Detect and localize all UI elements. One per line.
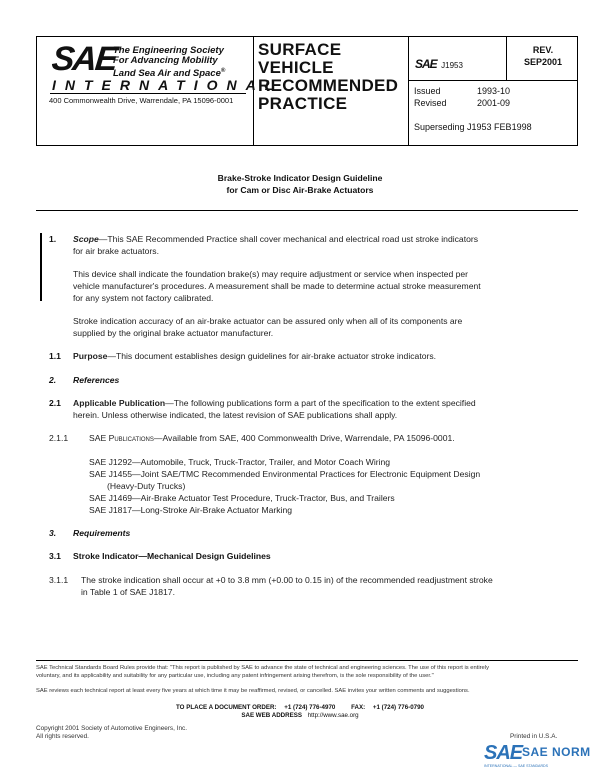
section-2-1-text: —The following publications form a part of the specification to the extent specified — [165, 398, 476, 408]
section-3-1-1-number: 3.1.1 — [49, 575, 69, 585]
section-2-1-1-number: 2.1.1 — [49, 433, 69, 443]
copyright-line-1: Copyright 2001 Society of Automotive Engineers, Inc. — [36, 725, 187, 732]
section-1-1-text: —This document establishes design guidelines for air-brake actuator stroke indicators. — [107, 351, 437, 361]
section-2-1-heading: Applicable Publication — [73, 398, 166, 408]
footer-rules-line-2: voluntary, and its applicability and suitability for any particular use, including any patent infringement arising therefrom, is the sole responsibility of the user." — [36, 673, 434, 679]
doc-type — [258, 41, 398, 113]
para-2-line-3: for any system not factory calibrated. — [73, 293, 214, 303]
sae-address: 400 Commonwealth Drive, Warrendale, PA 15096-0001 — [49, 96, 234, 105]
printed-in: Printed in U.S.A. — [510, 733, 558, 740]
sae-logo: SAE — [50, 40, 118, 78]
stamp-sub: INTERNATIONAL — SAE STANDARDS — [484, 764, 549, 768]
revision-bar — [40, 233, 42, 301]
section-2-heading: References — [73, 375, 120, 385]
issued-label: Issued — [414, 86, 441, 96]
footer-review-line: SAE reviews each technical report at least every five years at which time it may be reaffirmed, revised, or cancelled. SAE invites your written comments and suggestions. — [36, 688, 470, 694]
fax-label: FAX: — [351, 704, 366, 711]
section-3-number: 3. — [49, 528, 57, 538]
reference-2: SAE J1455—Joint SAE/TMC Recommended Environmental Practices for Electronic Equipment Design — [89, 469, 481, 479]
title-rule — [36, 210, 578, 211]
revised-value: 2001-09 — [477, 98, 511, 108]
sae-norm-stamp — [484, 742, 596, 772]
header-divider-2 — [408, 36, 409, 146]
order-phone: +1 (724) 776-4970 — [284, 704, 336, 711]
web-label: SAE WEB ADDRESS — [241, 712, 302, 719]
para-3-line-2: supplied by the original brake actuator manufacturer. — [73, 328, 274, 338]
logo-tagline — [113, 46, 225, 79]
section-1-text: —This SAE Recommended Practice shall cover mechanical and electrical road ust stroke indicators — [98, 234, 479, 244]
section-1-1-purpose — [73, 350, 436, 362]
para-3-line-1: Stroke indication accuracy of an air-brake actuator can be assured only when all of its components are — [73, 316, 463, 326]
header-hline — [408, 80, 578, 81]
section-2-1-1-text: —Available from SAE, 400 Commonwealth Drive, Warrendale, PA 15096-0001. — [153, 433, 455, 443]
issued-value: 1993-10 — [477, 86, 511, 96]
title-line-2: for Cam or Disc Air-Brake Actuators — [226, 185, 374, 195]
logo-rule — [50, 93, 246, 94]
section-3-1-1-line-1: The stroke indication shall occur at +0 to 3.8 mm (+0.00 to 0.15 in) of the recommended readjustment stroke — [81, 575, 493, 585]
section-3-1-number: 3.1 — [49, 551, 61, 561]
section-2-1-text-2: herein. Unless otherwise indicated, the latest revision of SAE publications shall apply. — [73, 410, 398, 420]
section-2-1-1-heading: SAE Publications — [89, 433, 154, 443]
section-1-1-number: 1.1 — [49, 351, 61, 361]
rev-value: SEP2001 — [523, 57, 563, 67]
section-2-1-publications — [73, 397, 476, 409]
std-number — [415, 55, 463, 73]
reference-3: SAE J1469—Air-Brake Actuator Test Procedure, Truck-Tractor, Bus, and Trailers — [89, 493, 395, 503]
doc-type-line-3: RECOMMENDED — [258, 76, 399, 95]
section-3-heading: Requirements — [73, 528, 131, 538]
reference-4: SAE J1817—Long-Stroke Air-Brake Actuator Marking — [89, 505, 293, 515]
doc-type-line-2: VEHICLE — [258, 58, 334, 77]
tagline-line-1: The Engineering Society — [113, 45, 224, 56]
section-1-text-2: for air brake actuators. — [73, 246, 159, 256]
web-line — [0, 712, 600, 720]
order-line — [0, 704, 600, 712]
para-2-line-1: This device shall indicate the foundation brake(s) may require adjustment or service when inspected per — [73, 269, 469, 279]
section-2-1-1-sae — [89, 432, 455, 444]
section-3-1-1-line-2: in Table 1 of SAE J1817. — [81, 587, 175, 597]
section-1-heading: Scope — [73, 234, 99, 244]
para-2-line-2: vehicle manufacturer's procedures. A measurement shall be made to determine actual stroke measurement — [73, 281, 481, 291]
doc-type-line-4: PRACTICE — [258, 94, 348, 113]
superseding: Superseding J1953 FEB1998 — [414, 122, 532, 132]
title-line-1: Brake-Stroke Indicator Design Guideline — [217, 173, 383, 183]
section-1-scope — [73, 233, 573, 245]
rev-label: REV. — [532, 45, 554, 55]
header-divider-3 — [506, 36, 507, 80]
tagline-line-2: For Advancing Mobility — [113, 55, 218, 66]
footer-rules-line-1: SAE Technical Standards Board Rules provide that: "This report is published by SAE to advance the state of technical and engineering sciences. The use of this report is entirely — [36, 665, 489, 671]
reference-2-cont: (Heavy-Duty Trucks) — [107, 481, 186, 491]
international-label: INTERNATIONAL — [52, 77, 283, 93]
order-info — [0, 704, 600, 720]
stamp-logo: SAE — [484, 742, 523, 764]
revised-label: Revised — [414, 98, 447, 108]
std-number-text: J1953 — [441, 61, 463, 70]
section-1-1-heading: Purpose — [73, 351, 108, 361]
reference-1: SAE J1292—Automobile, Truck, Truck-Tractor, Trailer, and Motor Coach Wiring — [89, 457, 391, 467]
order-label: TO PLACE A DOCUMENT ORDER: — [176, 704, 277, 711]
copyright-line-2: All rights reserved. — [36, 733, 89, 740]
revision-box — [508, 44, 578, 68]
footer-rule — [36, 660, 578, 661]
section-3-1-heading: Stroke Indicator—Mechanical Design Guidelines — [73, 551, 271, 561]
doc-type-line-1: SURFACE — [258, 40, 342, 59]
std-prefix: SAE — [415, 57, 437, 71]
section-2-number: 2. — [49, 375, 57, 385]
section-2-1-number: 2.1 — [49, 398, 61, 408]
tagline-line-3-text: Land Sea Air and Space — [113, 68, 221, 80]
fax-value: +1 (724) 776-0790 — [372, 704, 424, 711]
stamp-text: SAE NORM — [522, 745, 591, 759]
document-title — [0, 172, 600, 196]
registered-mark: ® — [220, 68, 226, 74]
section-1-number: 1. — [49, 234, 57, 244]
web-value[interactable]: http://www.sae.org — [307, 712, 359, 719]
